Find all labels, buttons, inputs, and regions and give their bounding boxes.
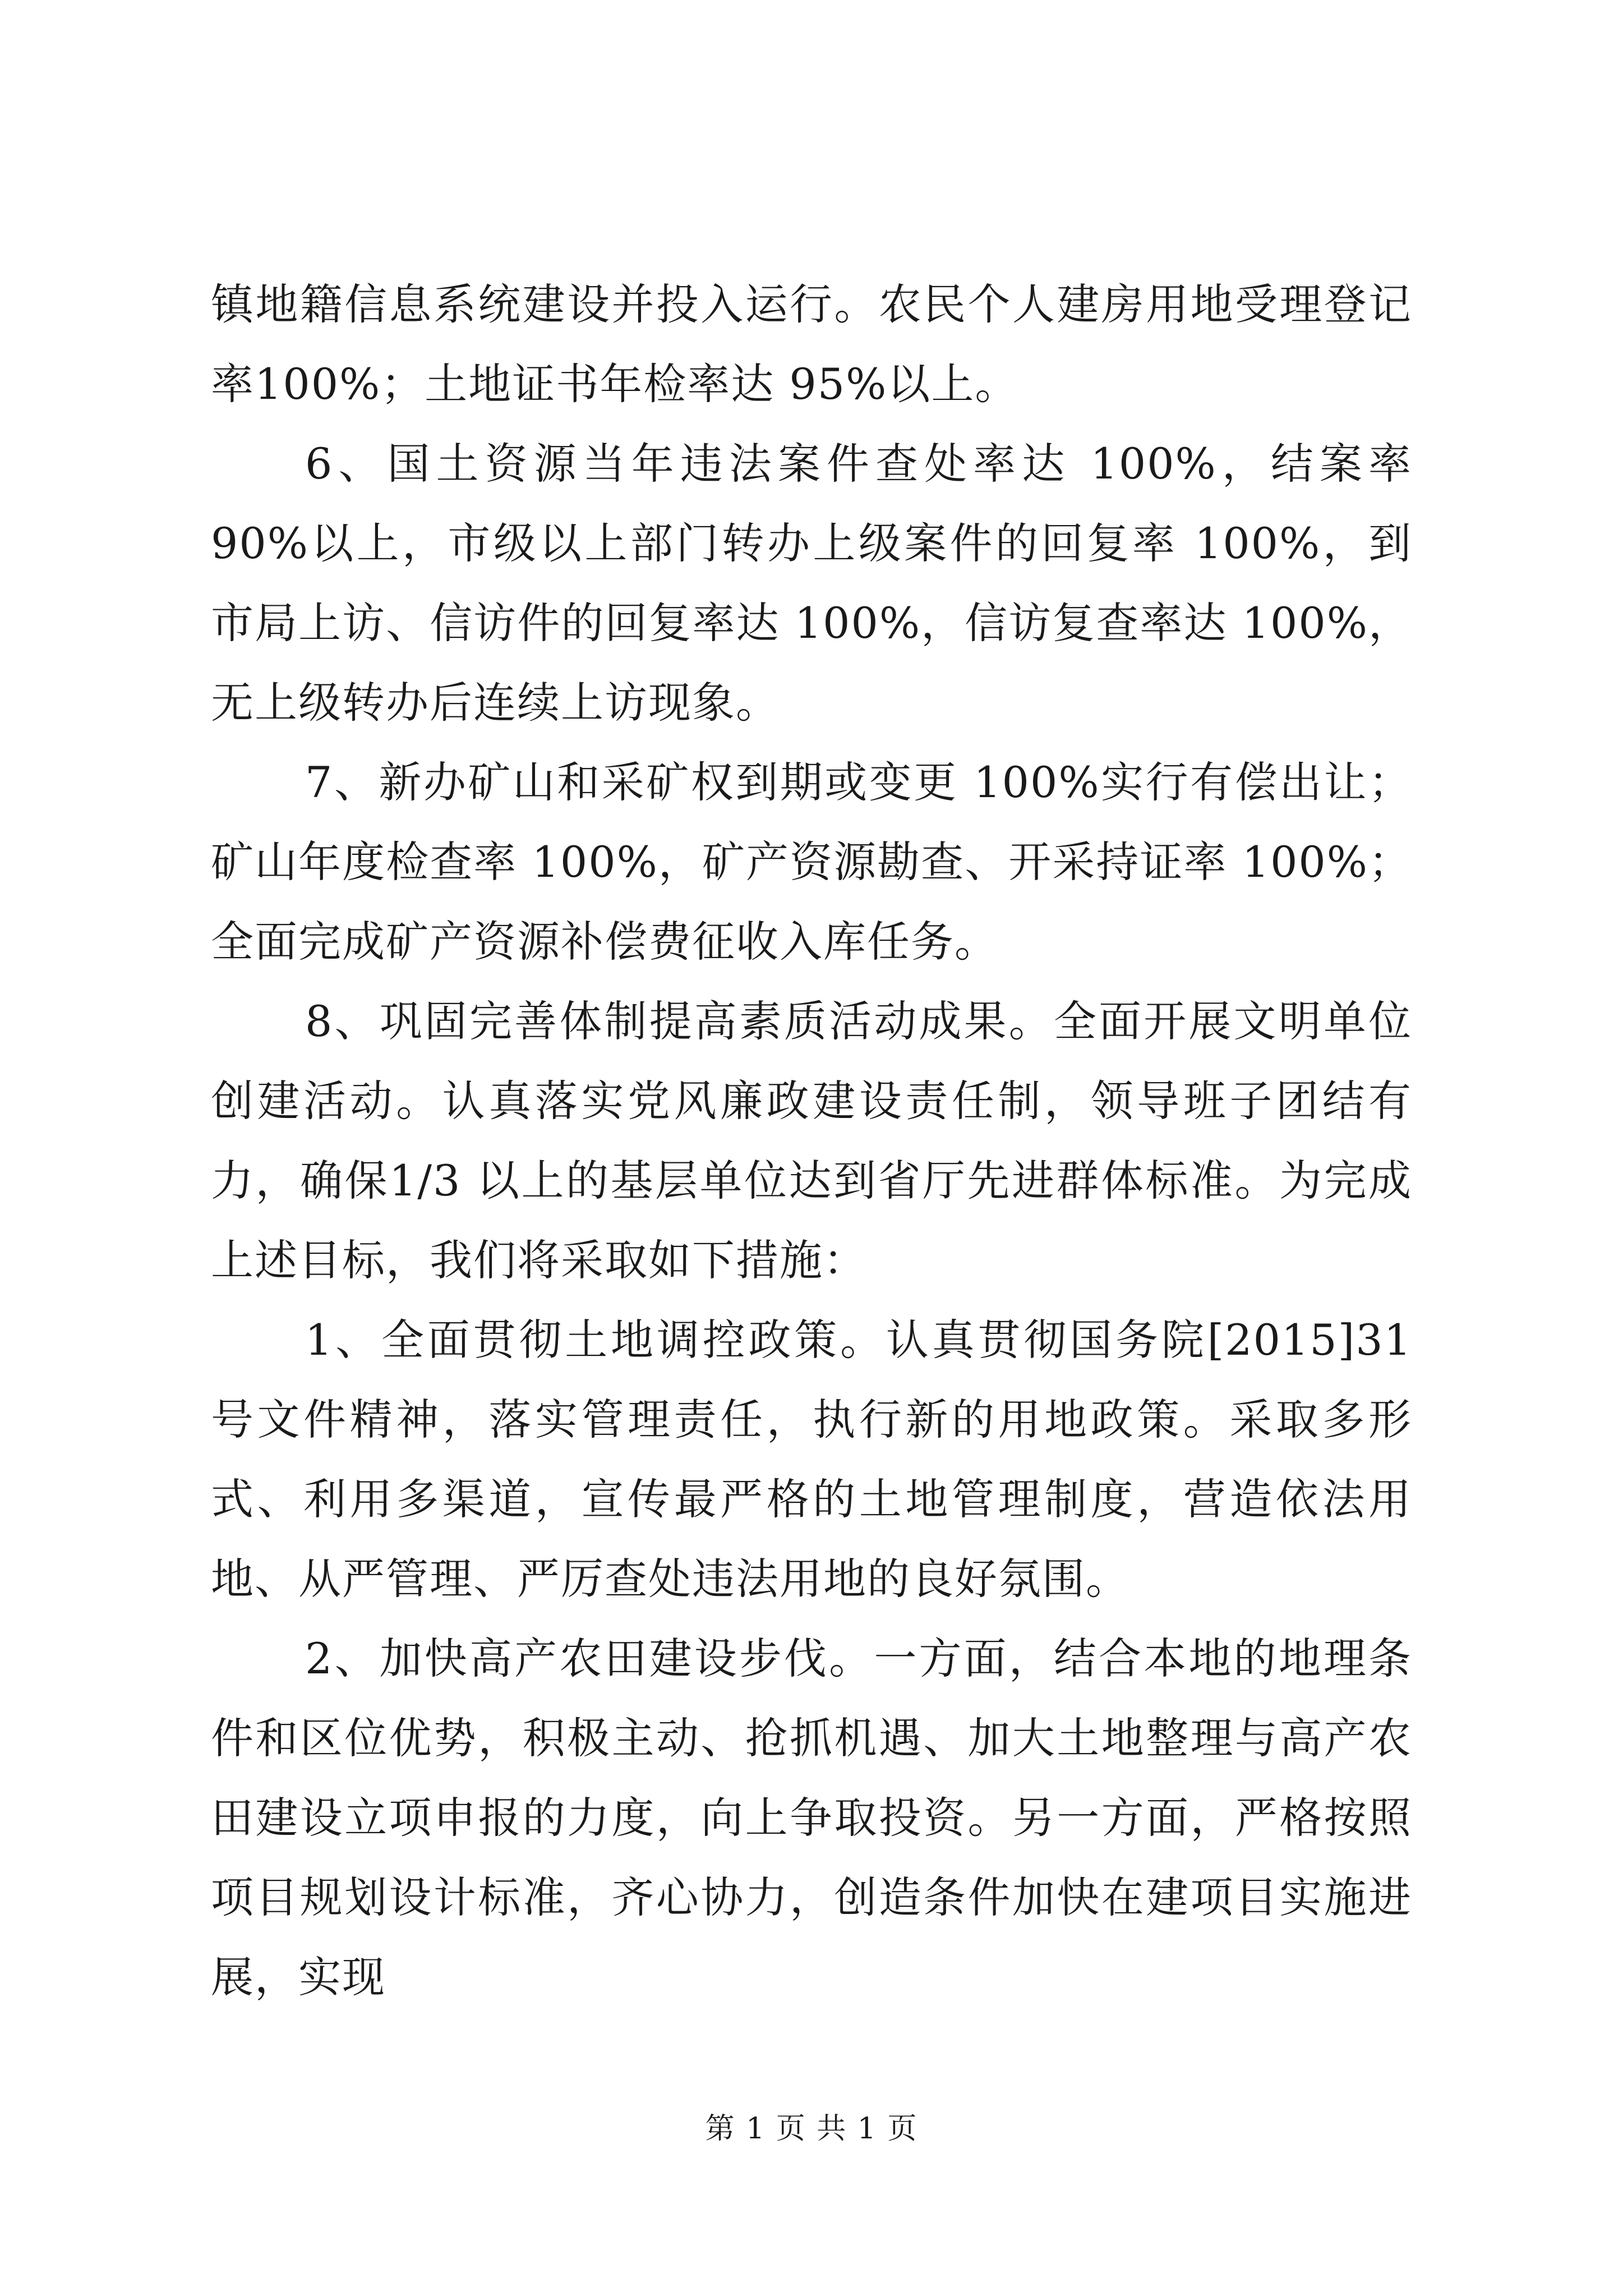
paragraph-continuation: 镇地籍信息系统建设并投入运行。农民个人建房用地受理登记率100%；土地证书年检率达 95%以上。	[211, 279, 1412, 409]
document-body	[211, 265, 1412, 2017]
paragraph-measure-1: 1、全面贯彻土地调控政策。认真贯彻国务院[2015]31 号文件精神，落实管理责任，执行新的用地政策。采取多形式、利用多渠道，宣传最严格的土地管理制度，营造依法用地、从严管理、严厉查处违法用地的良好氛围。	[211, 1315, 1412, 1604]
paragraph-measure-2: 2、加快高产农田建设步伐。一方面，结合本地的地理条件和区位优势，积极主动、抢抓机遇、加大土地整理与高产农田建设立项申报的力度，向上争取投资。另一方面，严格按照项目规划设计标准，齐心协力，创造条件加快在建项目实施进展，实现	[211, 1634, 1412, 2002]
page-footer: 第 1 页 共 1 页	[705, 2112, 918, 2146]
paragraph-item-7: 7、新办矿山和采矿权到期或变更 100%实行有偿出让；矿山年度检查率 100%，矿产资源勘查、开采持证率 100%；全面完成矿产资源补偿费征收入库任务。	[211, 757, 1412, 967]
paragraph-item-8: 8、巩固完善体制提高素质活动成果。全面开展文明单位创建活动。认真落实党风廉政建设责任制，领导班子团结有力，确保1/3 以上的基层单位达到省厅先进群体标准。为完成上述目标，我们将采取如下措施：	[211, 996, 1412, 1285]
paragraph-item-6: 6、国土资源当年违法案件查处率达 100%，结案率 90%以上，市级以上部门转办上级案件的回复率 100%，到市局上访、信访件的回复率达 100%，信访复查率达 100%，无上级转办后连续上访现象。	[211, 439, 1412, 728]
